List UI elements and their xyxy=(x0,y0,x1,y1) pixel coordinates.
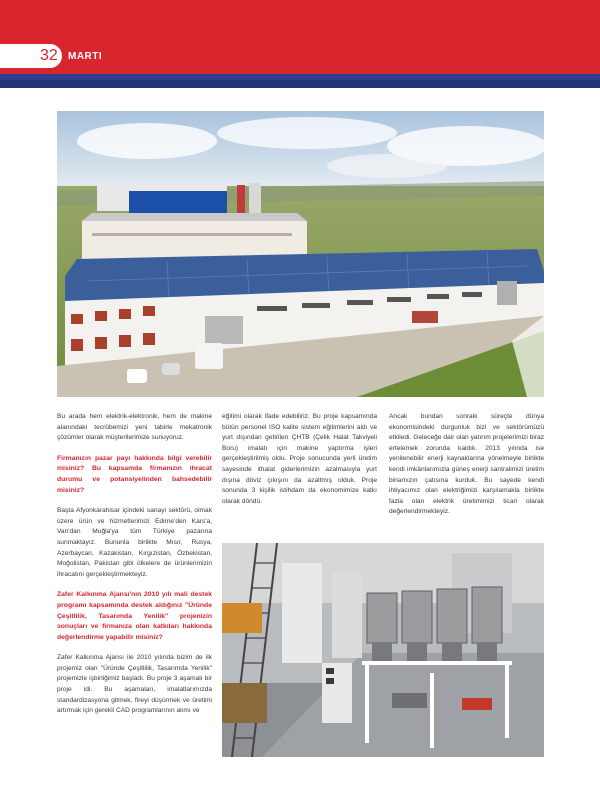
factory-illustration xyxy=(57,111,544,397)
header-band xyxy=(0,0,600,50)
text-column-2 xyxy=(222,412,377,517)
header-divider-dark xyxy=(0,80,600,88)
interview-question: Zafer Kalkınma Ajansı'nın 2010 yılı mali destek programı kapsamında destek aldığınız "Üründe Çeşitlilik, Tasarımda Yenilik" projenizin sonuçları ve firmanıza olan katkıları hakkında değerlendirme yapabilir misiniz? xyxy=(57,591,212,641)
paragraph: eğitimi olarak ifade edebiliriz. Bu proje kapsamında bütün personel ISO kalite sistem eğitimlerini aldı ve yurt dışından getirilen ÇHTB (Çelik Halat Takviyeli Boru) imalatı için makine yaptırma işleri gerçekleştirilmiş oldu. Proje sonucunda yerli üretim sayesinde ithalat giderlerimizin azalmasıyla yurt dışına döviz çıkışını da azaltmış olduk. Proje sonunda 3 kişilik istihdam da ekonomimize katkı olarak döndü. xyxy=(222,413,377,505)
text-column-3 xyxy=(389,412,544,528)
factory-aerial-photo xyxy=(57,111,544,397)
machinery-illustration xyxy=(222,543,544,757)
paragraph: Zafer Kalkınma Ajansı ile 2010 yılında bizim de ilk projemiz olan "Üründe Çeşitlilik, Tasarımda Yenilik" projemizle işbirliğimiz başladı. Bu proje 3 aşamalı bir proje idi. Bu aşamaları, imalatlarımızda standardizasyona gitmek, fireyi düşürmek ve üretimi artırmak için gerekli CAD programlarının alımı ve xyxy=(57,654,212,715)
paragraph: Bu arada hem elektrik-elektronik, hem de makine alanındaki tecrübemizi yeni tabirle mekatronik çözümler olarak müşterilerimize sunuyoruz. xyxy=(57,413,212,442)
text-column-1 xyxy=(57,412,212,727)
page-number: 32 xyxy=(40,47,58,64)
interview-question: Firmanızın pazar payı hakkında bilgi verebilir misiniz? Bu kapsamda firmanızın ihracat durumu ve potansiyelinden bahsedebilir misiniz? xyxy=(57,454,212,494)
section-title: MARTI xyxy=(68,51,103,62)
paragraph: Başta Afyonkarahisar içindeki sanayi sektörü, olmak üzere ürün ve hizmetlerimizi Edirne'den Kars'a, Van'dan Muğla'ya tüm Türkiye pazarına sunmaktayız. Bununla birlikte Mısır, Rusya, Azerbaycan, Kazakistan, Kırgızistan, Özbekistan, Moğolistan, Pakistan gibi ülkelere de ürünlerimizin ihracatını gerçekleştirmekteyiz. xyxy=(57,507,212,578)
paragraph: Ancak bundan sonraki süreçte dünya ekonomisindeki durgunluk bizi ve sektörümüzü etkiledi. Geleceğe dair olan yatırım projelerimizi biraz ertelemek zorunda kaldık. 2013 yılında ise yenilenebilir enerji kaynaklarına yönelmeyle birlikte kendi imkânlarımızla güneş enerji santralimizi üretim binamızın çatısına kurduk. Bu sayede kendi ihtiyacımız olan elektriğimizi karşılamakla birlikte fazla olan elektrik üretimimizi ticari olarak değerlendirmekteyiz. xyxy=(389,413,544,516)
machinery-interior-photo xyxy=(222,543,544,757)
